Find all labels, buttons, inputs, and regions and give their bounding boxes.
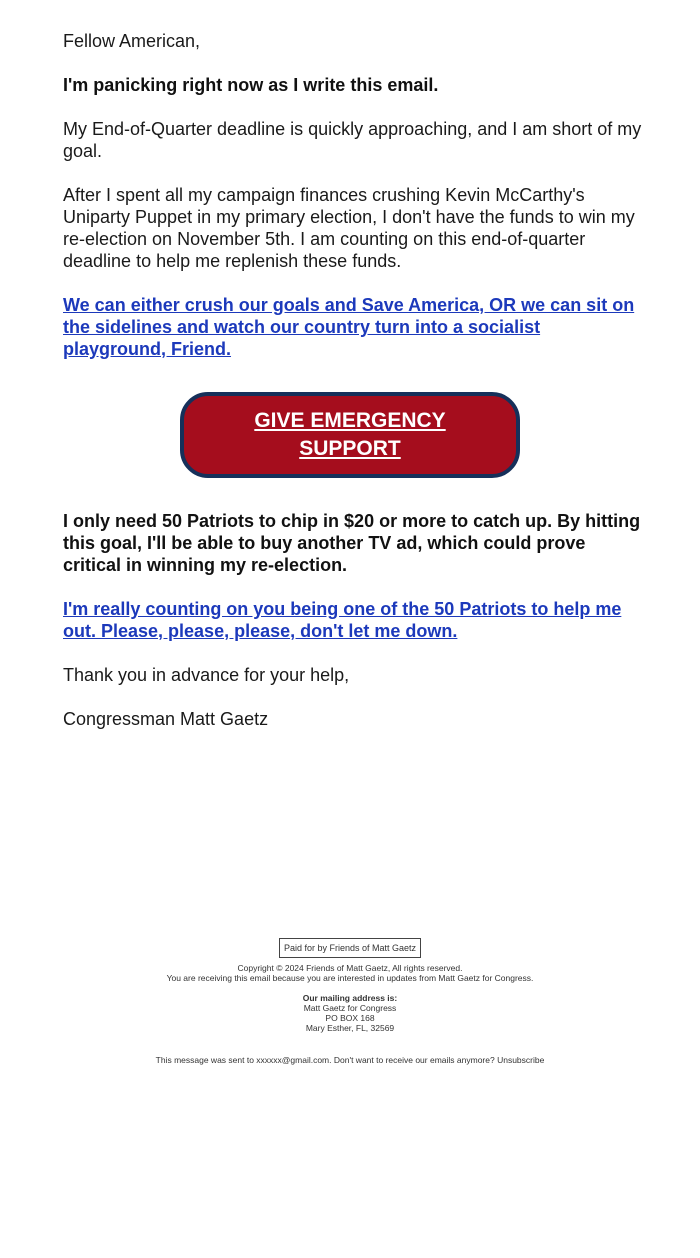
give-emergency-support-button[interactable]	[180, 392, 520, 478]
signature: Congressman Matt Gaetz	[63, 709, 269, 729]
email-content	[63, 30, 643, 382]
unsubscribe-link[interactable]: Unsubscribe	[497, 1055, 545, 1065]
email-content-lower	[63, 510, 643, 730]
greeting: Fellow American,	[63, 31, 201, 51]
cta-line1: GIVE EMERGENCY	[254, 409, 446, 432]
paid-for-notice: Paid for by Friends of Matt Gaetz	[279, 938, 421, 958]
para-patriots: I only need 50 Patriots to chip in $20 or more to catch up. By hitting this goal, I'll be able to buy another TV ad, which could prove critical in winning my re-election.	[63, 511, 641, 575]
copyright-text: Copyright © 2024 Friends of Matt Gaetz, All rights reserved.	[237, 963, 463, 973]
link-counting-on-you[interactable]: I'm really counting on you being one of the 50 Patriots to help me out. Please, please, please, don't let me down.	[63, 599, 622, 641]
email-footer	[0, 938, 700, 1065]
cta-container	[0, 392, 700, 478]
para-finances: After I spent all my campaign finances crushing Kevin McCarthy's Uniparty Puppet in my primary election, I don't have the funds to win my re-election on November 5th. I am counting on this end-of-quarter deadline to help me replenish these funds.	[63, 185, 635, 271]
receiving-reason: You are receiving this email because you are interested in updates from Matt Gaetz for Congress.	[166, 973, 534, 983]
para-deadline: My End-of-Quarter deadline is quickly approaching, and I am short of my goal.	[63, 119, 642, 161]
thanks-text: Thank you in advance for your help,	[63, 665, 350, 685]
cta-line2: SUPPORT	[299, 437, 401, 460]
link-crush-goals[interactable]: We can either crush our goals and Save America, OR we can sit on the sidelines and watch our country turn into a socialist playground, Friend.	[63, 295, 635, 359]
sent-to-text: This message was sent to xxxxxx@gmail.com. Don't want to receive our emails anymore?	[155, 1055, 495, 1065]
sent-to-notice	[0, 1055, 700, 1065]
para-panic: I'm panicking right now as I write this email.	[63, 75, 439, 95]
address-line3: Mary Esther, FL, 32569	[305, 1023, 395, 1033]
address-line1: Matt Gaetz for Congress	[303, 1003, 397, 1013]
address-line2: PO BOX 168	[325, 1013, 375, 1023]
mailing-address-label: Our mailing address is:	[302, 993, 398, 1003]
